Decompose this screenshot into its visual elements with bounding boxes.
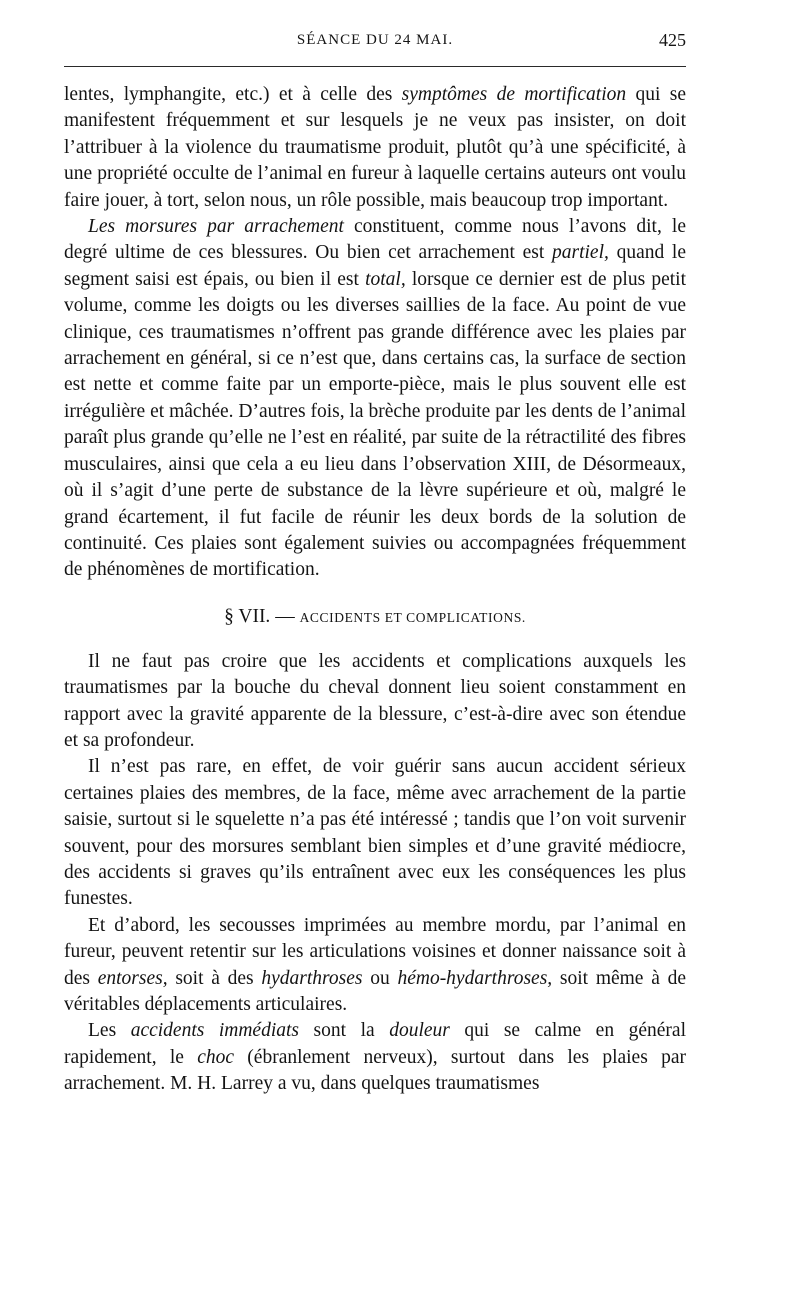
section-number: § VII. bbox=[224, 605, 271, 627]
paragraph: Il n’est pas rare, en effet, de voir guérir sans aucun accident sérieux certaines plaies des membres, de la face, même avec arrachement de la partie saisie, surtout si le squelette n’a pas été intéressé ; tandis que l’on voit survenir souvent, pour des morsures semblant bien simples et d’une gravité médiocre, des accidents si graves qu’ils entraînent avec eux les conséquences les plus funestes. bbox=[64, 756, 686, 910]
running-title: SÉANCE DU 24 MAI. bbox=[296, 32, 454, 48]
italic-term: Les morsures par arrachement bbox=[88, 216, 344, 238]
text-run: quand le segment saisi est épais, ou bien il est bbox=[64, 242, 686, 290]
section-title: ACCIDENTS ET COMPLICATIONS. bbox=[299, 609, 526, 625]
paragraph: Il ne faut pas croire que les accidents et complications auxquels les traumatismes par la bouche du cheval donnent lieu soient constamment en rapport avec la gravité apparente de la blessure, c’est-à-dire avec son étendue et sa profondeur. bbox=[64, 650, 686, 751]
text-run: soit même à de véritables déplacements articulaires. bbox=[64, 967, 686, 1015]
body-text bbox=[64, 82, 686, 1098]
text-run: ou bbox=[362, 967, 398, 989]
paragraph-morsures bbox=[64, 214, 686, 584]
text-run: Les bbox=[88, 1020, 131, 1042]
paragraph-secousses bbox=[64, 913, 686, 1019]
text-run: qui se calme en général rapidement, le bbox=[64, 1020, 686, 1068]
text-run: lentes, lymphangite, etc.) et à celle des bbox=[64, 84, 402, 105]
italic-term: choc bbox=[197, 1046, 235, 1068]
italic-term: douleur bbox=[389, 1020, 450, 1042]
italic-term: partiel, bbox=[551, 242, 609, 264]
italic-term: total, bbox=[365, 268, 406, 290]
italic-term: hémo-hydarthroses, bbox=[397, 967, 553, 989]
text-run: (ébranlement nerveux), surtout dans les plaies par arrachement. M. H. Larrey a vu, dans quelques traumatismes bbox=[64, 1046, 686, 1095]
italic-term: symptômes de mortification bbox=[401, 84, 627, 105]
text-run: soit à des bbox=[167, 967, 262, 989]
paragraph-accidents-immediats bbox=[64, 1018, 686, 1097]
text-run: sont la bbox=[299, 1020, 390, 1042]
text-run: lorsque ce dernier est de plus petit volume, comme les doigts ou les diverses saillies de la face. Au point de vue clinique, ces traumatismes n’offrent pas grande différence avec les plaies par arrachement en général, si ce n’est que, dans certains cas, la surface de section est nette et comme faite par un emporte-pièce, mais le plus souvent elle est irrégulière et mâchée. D’autres fois, la brèche produite par les dents de l’animal paraît plus grande qu’elle ne l’est en réalité, par suite de la rétractilité des fibres musculaires, ainsi que cela a eu lieu dans l’observation XIII, de Désormeaux, où il s’agit d’une perte de substance de la lèvre supérieure et où, malgré le grand écartement, il fut facile de réunir les deux bords de la solution de continuité. Ces plaies sont également suivies ou accompagnées fréquemment de phénomènes de mortification. bbox=[64, 268, 686, 581]
page-header bbox=[64, 28, 686, 58]
section-heading bbox=[64, 604, 686, 631]
italic-term: accidents immédiats bbox=[130, 1020, 300, 1042]
header-rule bbox=[64, 66, 686, 67]
italic-term: entorses, bbox=[97, 967, 168, 989]
paragraph-continued bbox=[64, 82, 686, 214]
text-run: constituent, comme nous l’avons dit, le degré ultime de ces blessures. Ou bien cet arrachement est bbox=[64, 216, 686, 264]
section-dash: — bbox=[270, 605, 300, 627]
text-run: Et d’abord, les secousses imprimées au membre mordu, par l’animal en fureur, peuvent retentir sur les articulations voisines et donner naissance soit à des bbox=[64, 914, 686, 989]
italic-term: hydarthroses bbox=[261, 967, 363, 989]
page-number: 425 bbox=[659, 30, 686, 50]
text-run: qui se manifestent fréquemment et sur lesquels je ne veux pas insister, on doit l’attribuer à la violence du traumatisme produit, plutôt qu’à une spécificité, à une propriété occulte de l’animal en fureur à laquelle certains auteurs ont voulu faire jouer, à tort, selon nous, un rôle possible, mais beaucoup trop important. bbox=[64, 84, 686, 211]
